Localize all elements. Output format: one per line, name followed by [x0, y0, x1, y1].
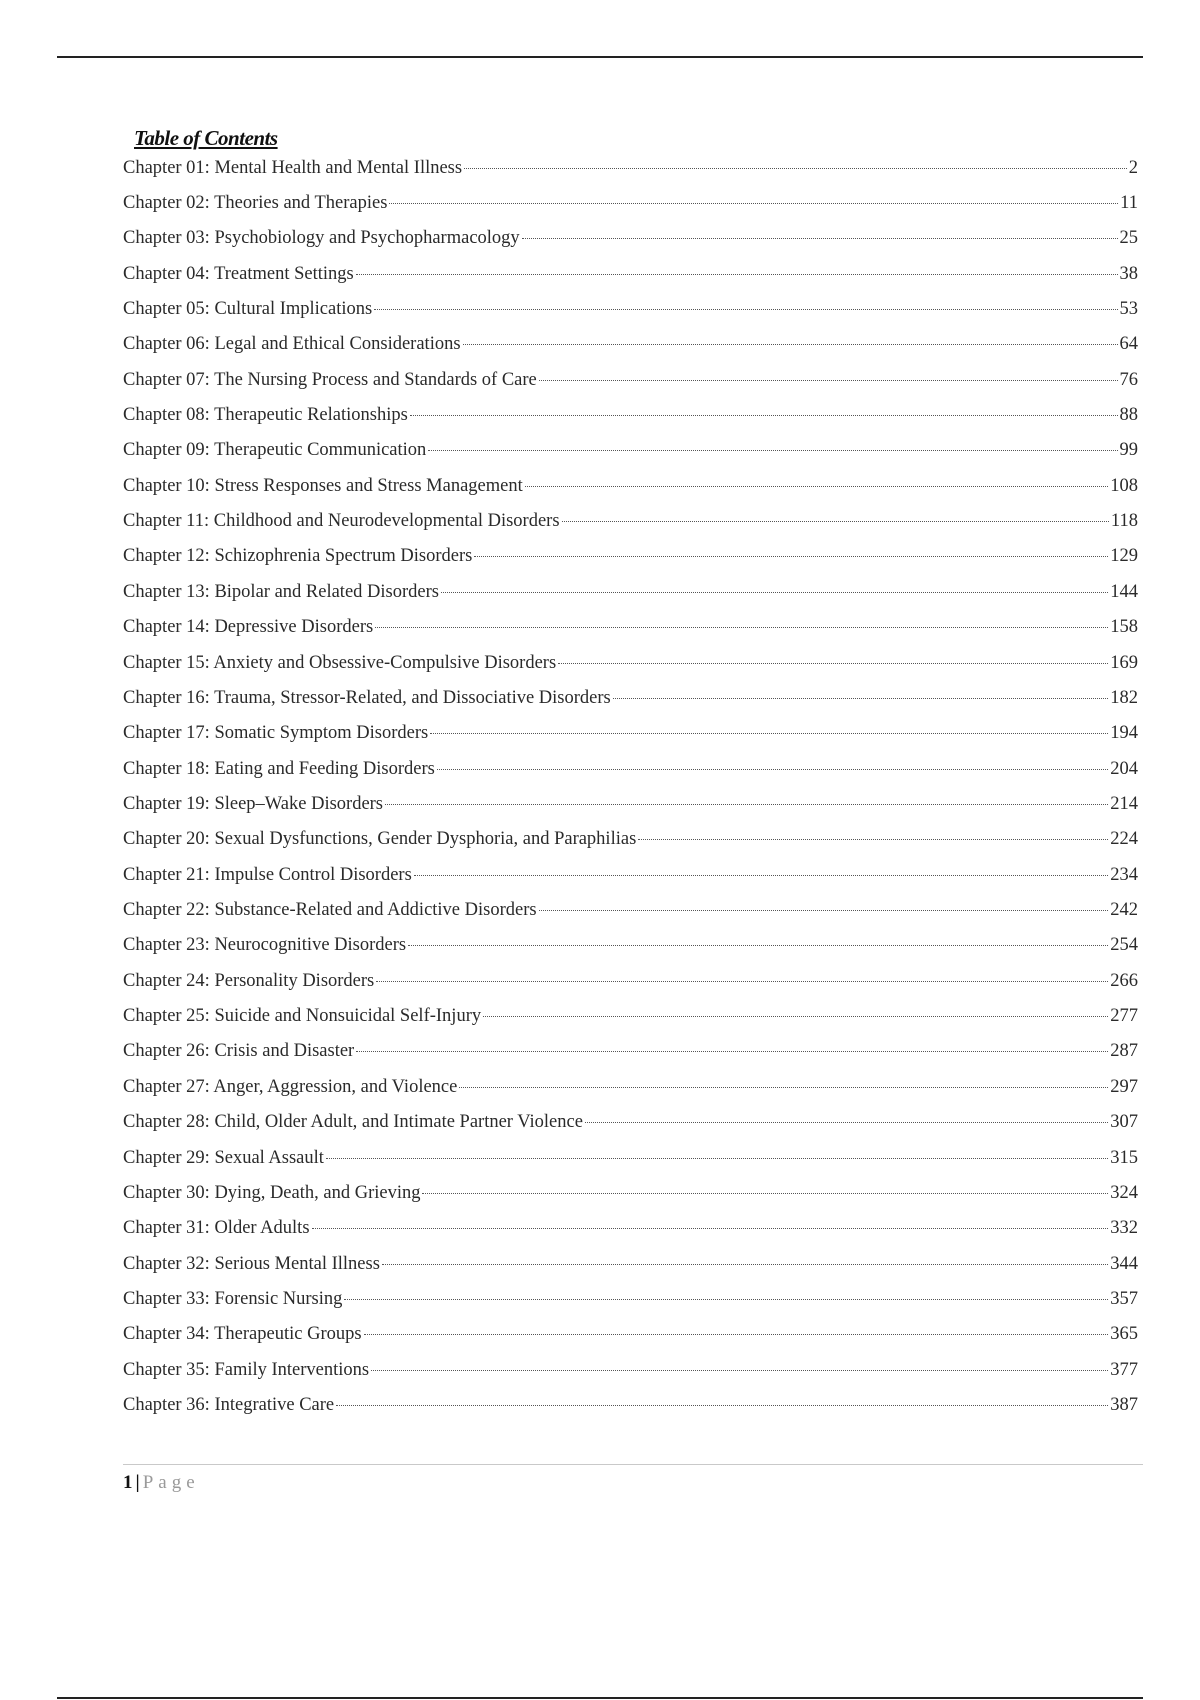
toc-entry-title[interactable]: Chapter 05: Cultural Implications [123, 298, 373, 319]
toc-entry[interactable] [123, 757, 1138, 792]
toc-entry-title[interactable]: Chapter 21: Impulse Control Disorders [123, 864, 412, 885]
toc-entry-title[interactable]: Chapter 16: Trauma, Stressor-Related, and Dissociative Disorders [123, 687, 611, 708]
toc-entry-page[interactable]: 204 [1110, 758, 1138, 779]
toc-entry-title[interactable]: Chapter 11: Childhood and Neurodevelopmental Disorders [123, 511, 560, 532]
toc-entry[interactable] [123, 474, 1138, 509]
toc-dot-leader [344, 1299, 1108, 1300]
toc-entry-title[interactable]: Chapter 26: Crisis and Disaster [123, 1041, 355, 1062]
toc-entry[interactable] [123, 1393, 1138, 1428]
toc-entry-page[interactable]: 307 [1110, 1112, 1138, 1133]
toc-entry-page[interactable]: 266 [1110, 970, 1138, 991]
toc-entry[interactable] [123, 1181, 1138, 1216]
toc-entry[interactable] [123, 1004, 1138, 1039]
toc-entry-title[interactable]: Chapter 24: Personality Disorders [123, 970, 375, 991]
toc-entry-page[interactable]: 129 [1110, 546, 1138, 567]
toc-entry-title[interactable]: Chapter 36: Integrative Care [123, 1395, 335, 1416]
page-number: 1 [123, 1472, 133, 1493]
toc-dot-leader [539, 910, 1109, 911]
toc-entry[interactable] [123, 544, 1138, 579]
toc-dot-leader [539, 380, 1118, 381]
toc-entry-title[interactable]: Chapter 34: Therapeutic Groups [123, 1324, 362, 1345]
toc-entry-title[interactable]: Chapter 07: The Nursing Process and Standards of Care [123, 369, 537, 390]
toc-entry-page[interactable]: 287 [1110, 1041, 1138, 1062]
toc-entry-page[interactable]: 64 [1119, 334, 1138, 355]
toc-entry-title[interactable]: Chapter 13: Bipolar and Related Disorders [123, 581, 439, 602]
toc-dot-leader [374, 309, 1117, 310]
toc-entry-page[interactable]: 25 [1119, 228, 1138, 249]
toc-dot-leader [422, 1193, 1108, 1194]
top-border-rule [57, 56, 1143, 58]
toc-entry-page[interactable]: 158 [1110, 617, 1138, 638]
toc-dot-leader [562, 521, 1109, 522]
toc-entry[interactable] [123, 863, 1138, 898]
toc-entry-title[interactable]: Chapter 27: Anger, Aggression, and Violence [123, 1076, 458, 1097]
toc-dot-leader [430, 733, 1108, 734]
toc-entry-title[interactable]: Chapter 25: Suicide and Nonsuicidal Self-Injury [123, 1006, 482, 1027]
toc-entry-page[interactable]: 332 [1110, 1218, 1138, 1239]
toc-entry-title[interactable]: Chapter 20: Sexual Dysfunctions, Gender Dysphoria, and Paraphilias [123, 829, 637, 850]
toc-entry[interactable] [123, 792, 1138, 827]
toc-dot-leader [613, 698, 1109, 699]
toc-entry-title[interactable]: Chapter 23: Neurocognitive Disorders [123, 935, 407, 956]
toc-entry[interactable] [123, 297, 1138, 332]
toc-entry-page[interactable]: 344 [1110, 1253, 1138, 1274]
toc-entry-page[interactable]: 315 [1110, 1147, 1138, 1168]
toc-entry[interactable] [123, 1322, 1138, 1357]
toc-entry-page[interactable]: 11 [1120, 192, 1138, 213]
toc-entry-page[interactable]: 2 [1128, 157, 1138, 178]
toc-entry-title[interactable]: Chapter 17: Somatic Symptom Disorders [123, 723, 429, 744]
toc-entry[interactable] [123, 191, 1138, 226]
toc-dot-leader [326, 1158, 1108, 1159]
toc-entry[interactable] [123, 898, 1138, 933]
toc-dot-leader [410, 415, 1118, 416]
toc-dot-leader [356, 1051, 1108, 1052]
toc-entry-title[interactable]: Chapter 32: Serious Mental Illness [123, 1253, 380, 1274]
toc-entry[interactable] [123, 509, 1138, 544]
toc-entry-page[interactable]: 297 [1110, 1076, 1138, 1097]
toc-entry[interactable] [123, 1039, 1138, 1074]
toc-dot-leader [464, 168, 1127, 169]
toc-entry[interactable] [123, 156, 1138, 191]
toc-dot-leader [408, 945, 1108, 946]
toc-entry-page[interactable]: 38 [1119, 263, 1138, 284]
toc-entry-title[interactable]: Chapter 31: Older Adults [123, 1218, 310, 1239]
toc-dot-leader [385, 804, 1108, 805]
toc-entry[interactable] [123, 651, 1138, 686]
toc-entry-title[interactable]: Chapter 01: Mental Health and Mental Illness [123, 157, 463, 178]
toc-dot-leader [414, 875, 1108, 876]
toc-entry[interactable] [123, 615, 1138, 650]
toc-dot-leader [459, 1087, 1108, 1088]
toc-entry-title[interactable]: Chapter 09: Therapeutic Communication [123, 440, 427, 461]
toc-entry-page[interactable]: 254 [1110, 935, 1138, 956]
toc-entry-page[interactable]: 277 [1110, 1006, 1138, 1027]
toc-dot-leader [483, 1016, 1108, 1017]
toc-entry[interactable] [123, 1287, 1138, 1322]
toc-entry[interactable] [123, 969, 1138, 1004]
toc-entry[interactable] [123, 368, 1138, 403]
toc-entry[interactable] [123, 262, 1138, 297]
toc-entry-page[interactable]: 76 [1119, 369, 1138, 390]
toc-entry-title[interactable]: Chapter 18: Eating and Feeding Disorders [123, 758, 435, 779]
toc-dot-leader [364, 1334, 1109, 1335]
toc-entry-page[interactable]: 99 [1119, 440, 1138, 461]
toc-entry[interactable] [123, 1358, 1138, 1393]
toc-entry[interactable] [123, 721, 1138, 756]
toc-entry-title[interactable]: Chapter 29: Sexual Assault [123, 1147, 324, 1168]
toc-entry-title[interactable]: Chapter 15: Anxiety and Obsessive-Compulsive Disorders [123, 652, 557, 673]
toc-entry-page[interactable]: 242 [1110, 900, 1138, 921]
page-separator: | [135, 1472, 140, 1493]
toc-list [123, 156, 1138, 1429]
toc-dot-leader [371, 1370, 1108, 1371]
toc-entry[interactable] [123, 1252, 1138, 1287]
toc-entry-page[interactable]: 144 [1110, 581, 1138, 602]
toc-dot-leader [389, 203, 1118, 204]
toc-entry[interactable] [123, 1216, 1138, 1251]
bottom-border-rule [57, 1697, 1143, 1699]
toc-entry-page[interactable]: 169 [1110, 652, 1138, 673]
toc-entry-page[interactable]: 387 [1110, 1395, 1138, 1416]
toc-entry-page[interactable]: 377 [1110, 1359, 1138, 1380]
toc-dot-leader [474, 556, 1108, 557]
toc-entry[interactable] [123, 332, 1138, 367]
toc-entry-title[interactable]: Chapter 08: Therapeutic Relationships [123, 405, 408, 426]
toc-entry-page[interactable]: 365 [1110, 1324, 1138, 1345]
toc-entry-title[interactable]: Chapter 03: Psychobiology and Psychopharmacology [123, 228, 520, 249]
toc-entry[interactable] [123, 1075, 1138, 1110]
toc-entry-title[interactable]: Chapter 06: Legal and Ethical Considerations [123, 334, 461, 355]
toc-entry[interactable] [123, 403, 1138, 438]
toc-entry-title[interactable]: Chapter 22: Substance-Related and Addictive Disorders [123, 900, 537, 921]
page-footer [123, 1471, 200, 1495]
toc-entry[interactable] [123, 1146, 1138, 1181]
toc-entry[interactable] [123, 686, 1138, 721]
toc-dot-leader [376, 981, 1108, 982]
toc-entry-page[interactable]: 234 [1110, 864, 1138, 885]
page-label: Page [142, 1472, 200, 1493]
toc-entry-title[interactable]: Chapter 19: Sleep–Wake Disorders [123, 793, 384, 814]
toc-entry-title[interactable]: Chapter 28: Child, Older Adult, and Intimate Partner Violence [123, 1112, 583, 1133]
toc-entry-title[interactable]: Chapter 12: Schizophrenia Spectrum Disorders [123, 546, 473, 567]
toc-dot-leader [585, 1122, 1108, 1123]
toc-entry-title[interactable]: Chapter 02: Theories and Therapies [123, 192, 388, 213]
toc-entry-page[interactable]: 224 [1110, 829, 1138, 850]
toc-entry[interactable] [123, 933, 1138, 968]
toc-heading: Table of Contents [134, 126, 278, 150]
toc-entry-title[interactable]: Chapter 30: Dying, Death, and Grieving [123, 1182, 421, 1203]
toc-entry[interactable] [123, 1110, 1138, 1145]
toc-entry-page[interactable]: 194 [1110, 723, 1138, 744]
toc-entry-page[interactable]: 118 [1110, 511, 1138, 532]
toc-entry-page[interactable]: 357 [1110, 1289, 1138, 1309]
toc-dot-leader [558, 663, 1108, 664]
toc-dot-leader [356, 274, 1118, 275]
toc-dot-leader [638, 839, 1108, 840]
toc-entry-title[interactable]: Chapter 10: Stress Responses and Stress Management [123, 475, 523, 496]
toc-dot-leader [375, 627, 1108, 628]
toc-entry-title[interactable]: Chapter 35: Family Interventions [123, 1359, 370, 1380]
toc-dot-leader [382, 1264, 1108, 1265]
toc-entry-title[interactable]: Chapter 33: Forensic Nursing [123, 1289, 343, 1309]
toc-dot-leader [441, 592, 1108, 593]
toc-entry-page[interactable]: 53 [1119, 298, 1138, 319]
toc-dot-leader [437, 769, 1108, 770]
toc-entry-title[interactable]: Chapter 14: Depressive Disorders [123, 617, 374, 638]
toc-entry-page[interactable]: 88 [1119, 405, 1138, 426]
toc-dot-leader [312, 1228, 1109, 1229]
footer-rule [123, 1464, 1143, 1465]
toc-entry-page[interactable]: 182 [1110, 687, 1138, 708]
toc-entry-page[interactable]: 324 [1110, 1182, 1138, 1203]
toc-entry[interactable] [123, 226, 1138, 261]
toc-entry[interactable] [123, 580, 1138, 615]
toc-dot-leader [428, 450, 1117, 451]
toc-entry-title[interactable]: Chapter 04: Treatment Settings [123, 263, 354, 284]
toc-entry[interactable] [123, 438, 1138, 473]
toc-dot-leader [336, 1405, 1108, 1406]
toc-dot-leader [522, 238, 1118, 239]
toc-entry-page[interactable]: 214 [1110, 793, 1138, 814]
toc-dot-leader [525, 486, 1109, 487]
toc-dot-leader [463, 344, 1118, 345]
toc-entry-page[interactable]: 108 [1110, 475, 1138, 496]
toc-entry[interactable] [123, 827, 1138, 862]
